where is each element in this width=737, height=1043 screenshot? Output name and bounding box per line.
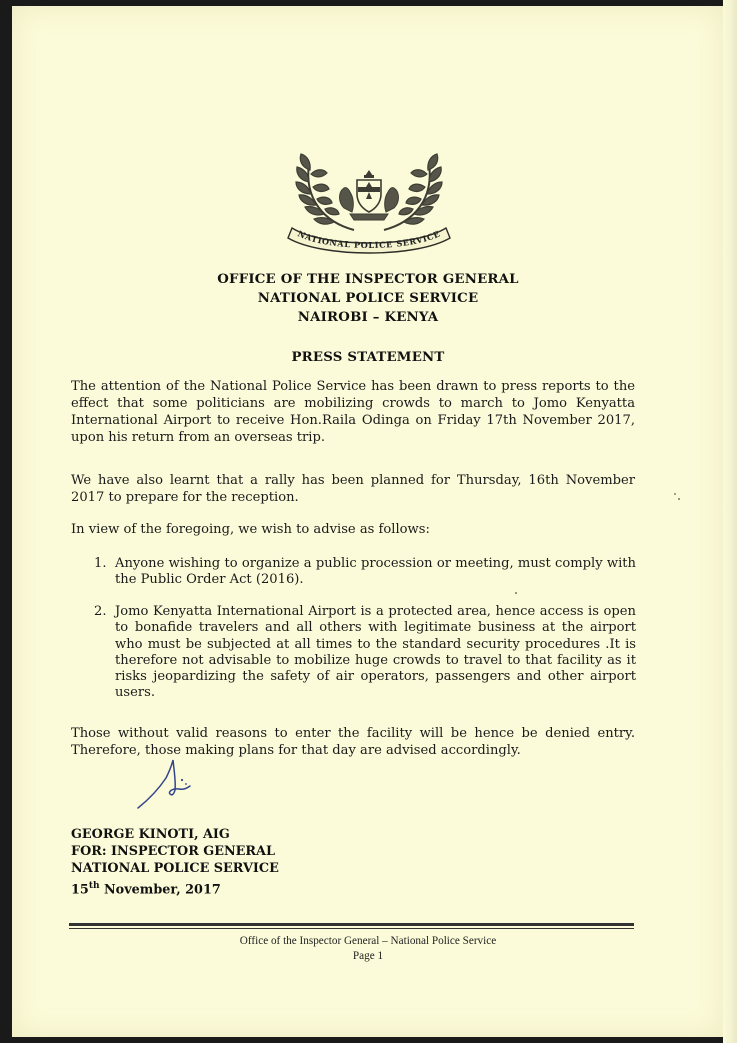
- document-title: PRESS STATEMENT: [291, 350, 445, 365]
- header-service: NATIONAL POLICE SERVICE: [257, 291, 479, 306]
- document-page: [12, 6, 724, 1037]
- handwritten-signature: [132, 756, 212, 816]
- crest-ribbon-text: NATIONAL POLICE SERVICE: [296, 228, 442, 251]
- statement-date: [71, 878, 279, 898]
- footer-divider-thick: [69, 923, 634, 926]
- list-text: Jomo Kenyatta International Airport is a protected area, hence access is open to bonafide travelers and all others with legitimate business at the airport who must be subjected at all times to the standard security procedures .It is therefore not advisable to mobilize huge crowds to travel to that facility as it risks jeopardizing the safety of air operators, passengers and other airport users.: [115, 604, 636, 701]
- list-item: [94, 556, 636, 589]
- paragraph-3: In view of the foregoing, we wish to advise as follows:: [71, 522, 430, 537]
- closing-paragraph: Those without valid reasons to enter the facility will be hence be denied entry. Therefore, those making plans for that day are advised accordingly.: [71, 726, 635, 759]
- signatory-name: GEORGE KINOTI, AIG: [71, 827, 230, 842]
- signatory-for: FOR: INSPECTOR GENERAL: [71, 844, 275, 860]
- list-number: 2.: [94, 604, 107, 619]
- list-item: [94, 604, 636, 702]
- paper-speck: [674, 493, 676, 495]
- crest-emblem-icon: [284, 144, 454, 256]
- date-day: 15: [71, 881, 89, 897]
- paper-speck: [678, 498, 680, 500]
- police-crest: [284, 144, 454, 256]
- footer-office: Office of the Inspector General – National Police Service: [239, 935, 497, 947]
- header-office: OFFICE OF THE INSPECTOR GENERAL: [217, 272, 519, 287]
- paper-speck: [515, 592, 517, 594]
- date-rest: November, 2017: [99, 881, 221, 897]
- signature-block: [71, 826, 279, 898]
- coat-of-arms-icon: [340, 170, 399, 220]
- paper-edge-shadow: [723, 0, 737, 1043]
- footer-divider-thin: [69, 928, 634, 929]
- list-text: Anyone wishing to organize a public procession or meeting, must comply with the Public Order Act (2016).: [115, 556, 636, 588]
- date-suffix: th: [88, 880, 100, 891]
- paragraph-2: We have also learnt that a rally has been planned for Thursday, 16th November 2017 to prepare for the reception.: [71, 473, 635, 506]
- list-number: 1.: [94, 556, 107, 571]
- paragraph-1: The attention of the National Police Service has been drawn to press reports to the effect that some politicians are mobilizing crowds to march to Jomo Kenyatta International Airport to receive Hon.Raila Odinga on Friday 17th November 2017, upon his return from an overseas trip.: [71, 379, 635, 446]
- footer-page-number: Page 1: [352, 950, 384, 962]
- header-location: NAIROBI – KENYA: [297, 310, 439, 325]
- signatory-org: NATIONAL POLICE SERVICE: [71, 861, 279, 877]
